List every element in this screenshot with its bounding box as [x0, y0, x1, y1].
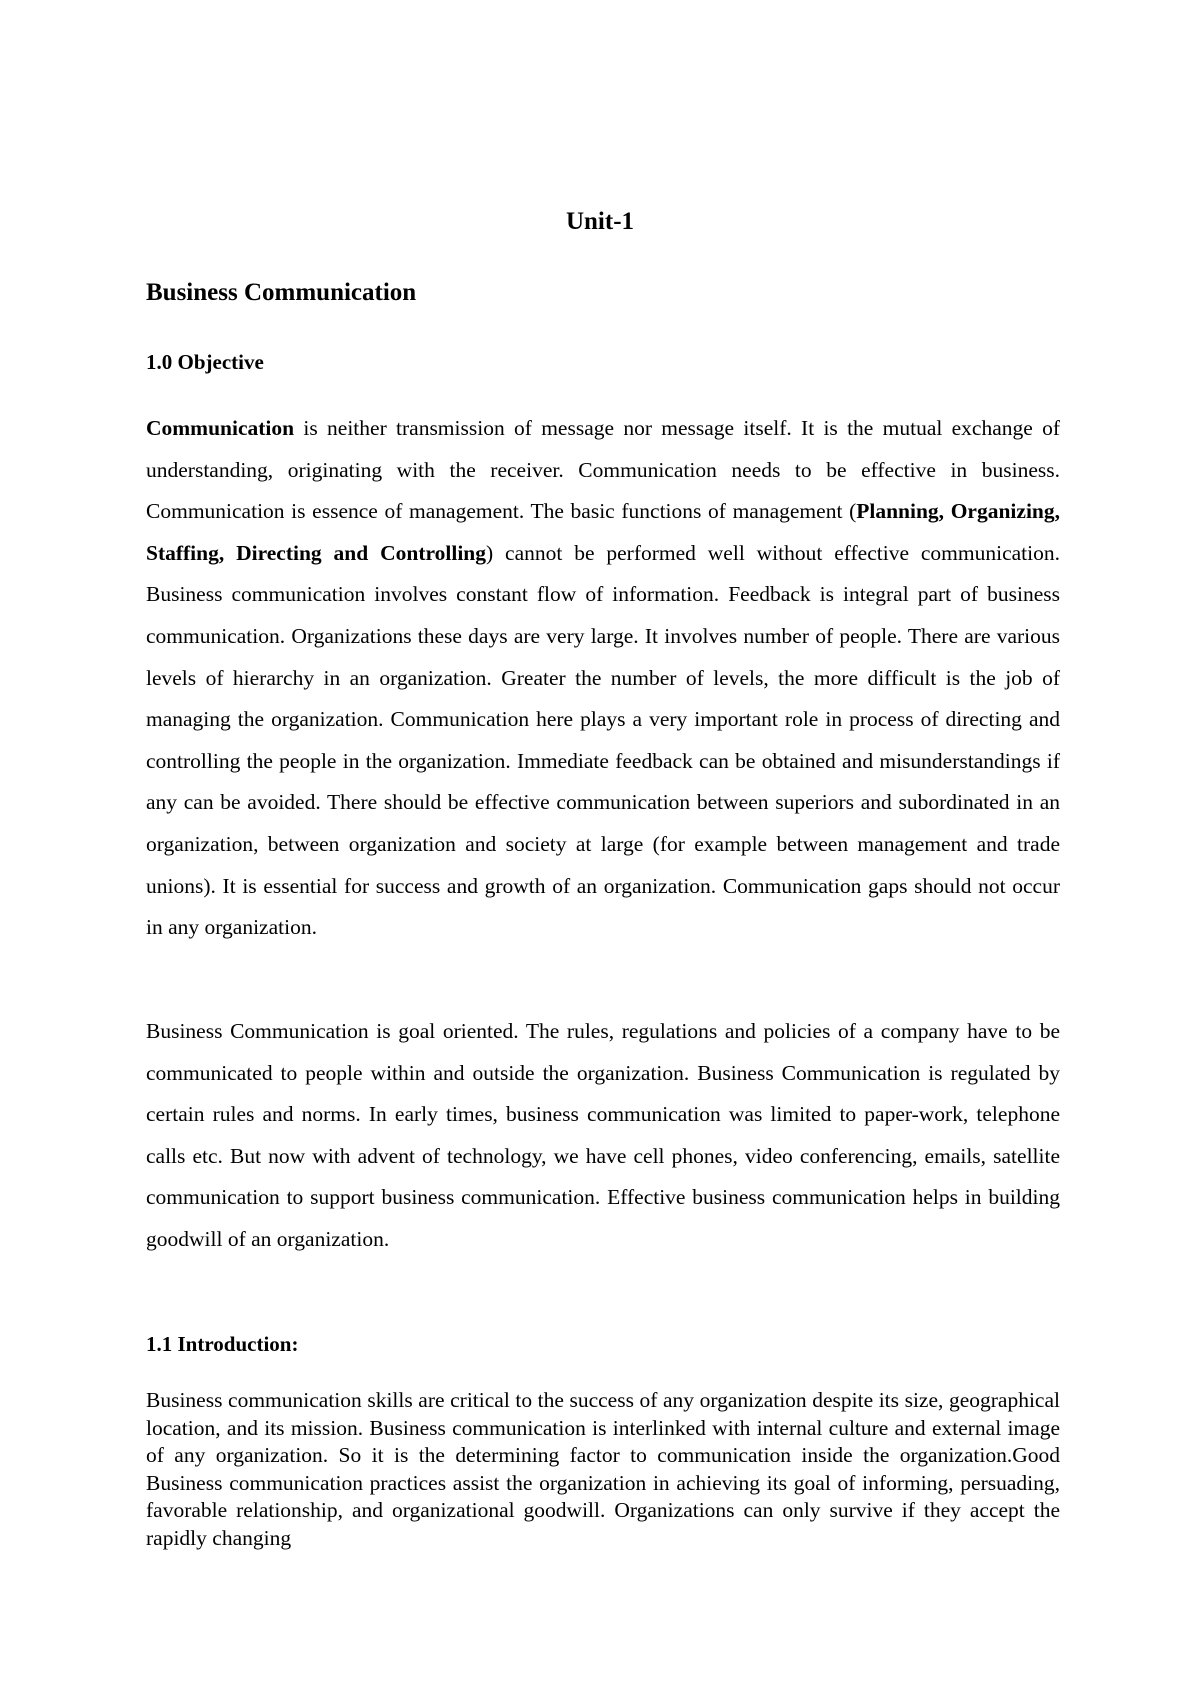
objective-paragraph-1-text-b: ) cannot be performed well without effective communication. Business communication involves constant flow of information. Feedback is integral part of business communication. Organizations these days are very large. It involves number of people. There are various levels of hierarchy in an organization. Greater the number of levels, the more difficult is the job of managing the organization. Communication here plays a very important role in process of directing and controlling the people in the organization. Immediate feedback can be obtained and misunderstandings if any can be avoided. There should be effective communication between superiors and subordinated in an organization, between organization and society at large (for example between management and trade unions). It is essential for success and growth of an organization. Communication gaps should not occur in any organization. — [146, 540, 1060, 940]
management-functions: Planning, Organizing, Staffing, Directing and Controlling — [146, 499, 1060, 565]
document-title: Business Communication — [146, 279, 417, 306]
lead-term: Communication — [146, 416, 295, 440]
section-heading-introduction: 1.1 Introduction: — [146, 1332, 299, 1356]
introduction-paragraph-1: Business communication skills are critical to the success of any organization despite its size, geographical location, and its mission. Business communication is interlinked with internal culture and external image of any organization. So it is the determining factor to communication inside the organization.Good Business communication practices assist the organization in achieving its goal of informing, persuading, favorable relationship, and organizational goodwill. Organizations can only survive if they accept the rapidly changing — [146, 1388, 1060, 1550]
objective-paragraph-1-text-a: is neither transmission of message nor message itself. It is the mutual exchange of understanding, originating with the receiver. Communication needs to be effective in business. Communication is essence of management. The basic functions of management ( — [146, 416, 1060, 524]
objective-paragraph-1 — [146, 408, 1060, 949]
objective-paragraph-2: Business Communication is goal oriented. The rules, regulations and policies of a company have to be communicated to people within and outside the organization. Business Communication is regulated by certain rules and norms. In early times, business communication was limited to paper-work, telephone calls etc. But now with advent of technology, we have cell phones, video conferencing, emails, satellite communication to support business communication. Effective business communication helps in building goodwill of an organization. — [146, 1019, 1060, 1251]
section-heading-objective: 1.0 Objective — [146, 350, 264, 374]
unit-title: Unit-1 — [565, 208, 635, 235]
